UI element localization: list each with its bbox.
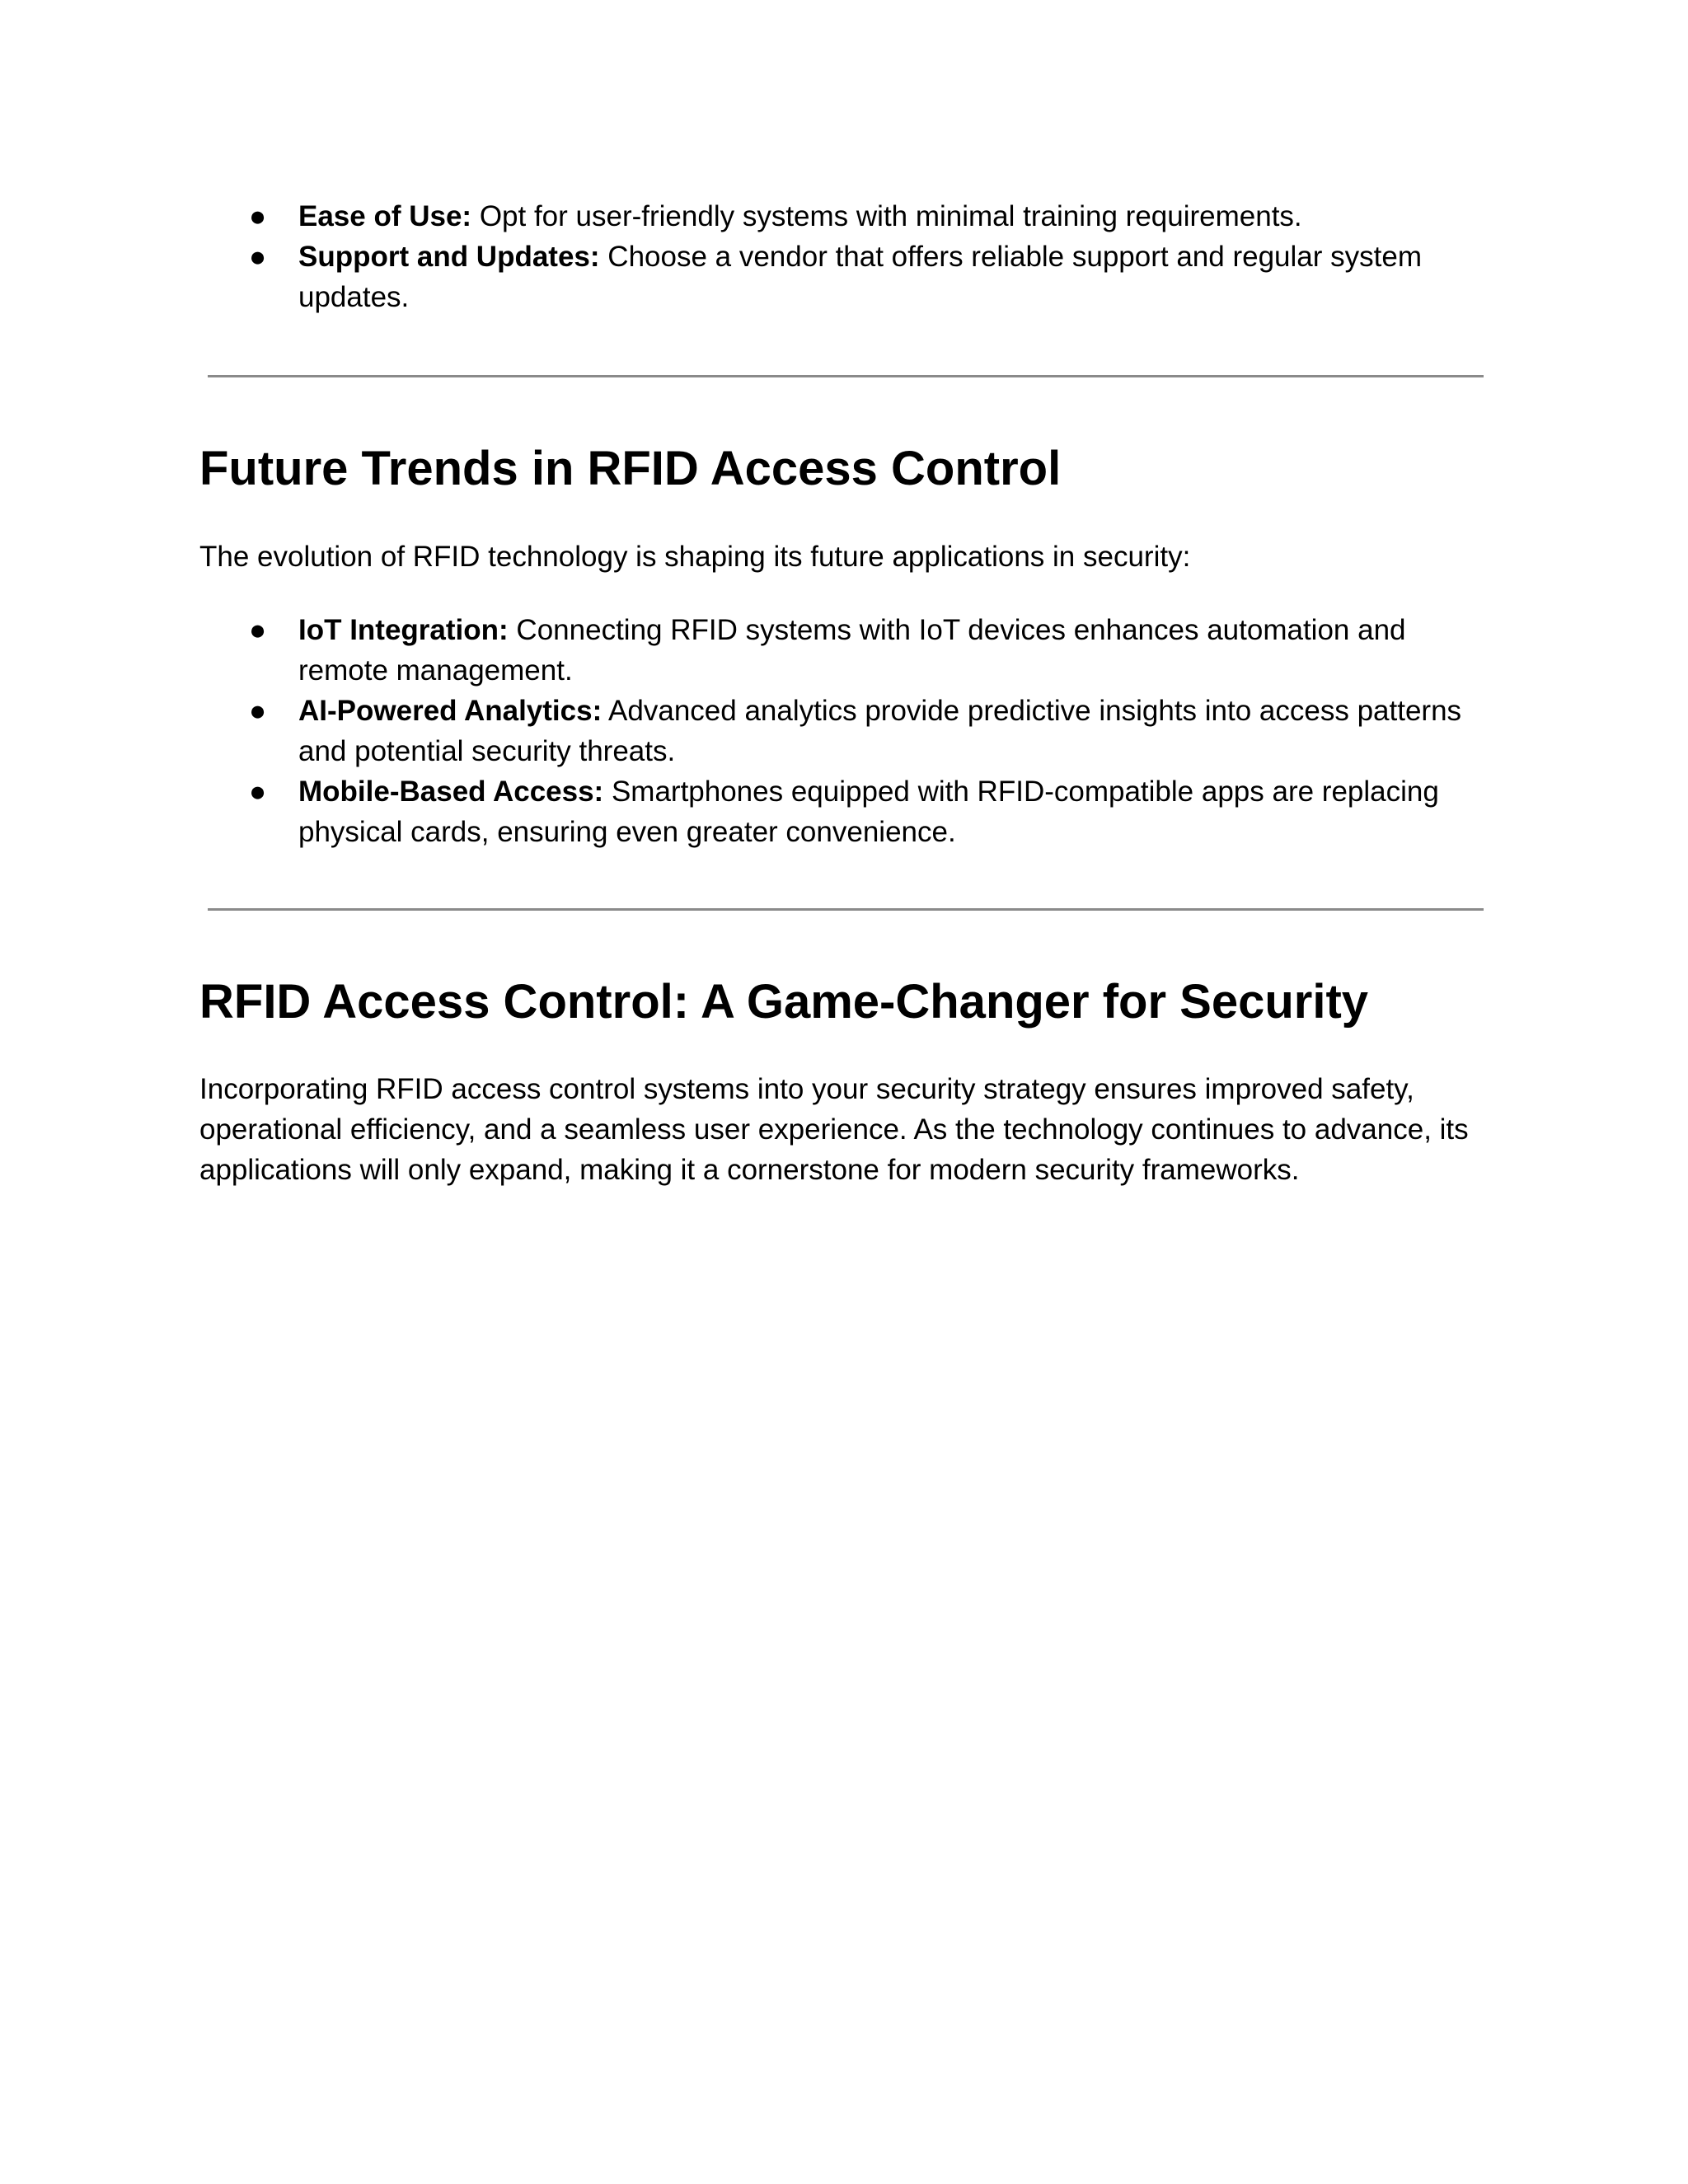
list-item-text: Opt for user-friendly systems with minimal training requirements. [471, 200, 1302, 232]
section-heading-future-trends: Future Trends in RFID Access Control [199, 442, 1062, 495]
list-item-mobile-based-access [199, 771, 1489, 852]
list-item-ease-of-use [199, 196, 1489, 237]
section-heading-game-changer: RFID Access Control: A Game-Changer for Security [199, 975, 1369, 1029]
list-item-term: IoT Integration: [298, 614, 509, 646]
bullet-icon: ● [249, 614, 267, 646]
list-item-term: AI-Powered Analytics: [298, 695, 603, 727]
horizontal-divider [208, 375, 1484, 377]
list-item-iot-integration [199, 610, 1489, 691]
top-bullet-list [199, 196, 1489, 317]
list-item-text: Advanced analytics provide predictive insights into access patterns and potential security threats. [298, 695, 1462, 767]
section-intro-paragraph: The evolution of RFID technology is shaping its future applications in security: [199, 541, 1191, 573]
future-trends-bullet-list [199, 610, 1489, 852]
bullet-icon: ● [249, 200, 267, 232]
list-item-text: Connecting RFID systems with IoT devices enhances automation and remote management. [298, 614, 1406, 687]
list-item-term: Ease of Use: [298, 200, 472, 232]
bullet-icon: ● [249, 695, 267, 727]
list-item-term: Support and Updates: [298, 241, 600, 273]
list-item-support-and-updates [199, 237, 1489, 317]
list-item-text: Choose a vendor that offers reliable support and regular system updates. [298, 241, 1422, 313]
horizontal-divider [208, 908, 1484, 911]
bullet-icon: ● [249, 776, 267, 808]
list-item-term: Mobile-Based Access: [298, 776, 604, 808]
list-item-ai-powered-analytics [199, 691, 1489, 771]
bullet-icon: ● [249, 241, 267, 273]
list-item-text: Smartphones equipped with RFID-compatible apps are replacing physical cards, ensuring even greater convenience. [298, 776, 1439, 848]
conclusion-paragraph: Incorporating RFID access control systems into your security strategy ensures improved safety, operational efficiency, and a seamless user experience. As the technology continues to advance, its applications will only expand, making it a cornerstone for modern security frameworks. [199, 1073, 1469, 1186]
